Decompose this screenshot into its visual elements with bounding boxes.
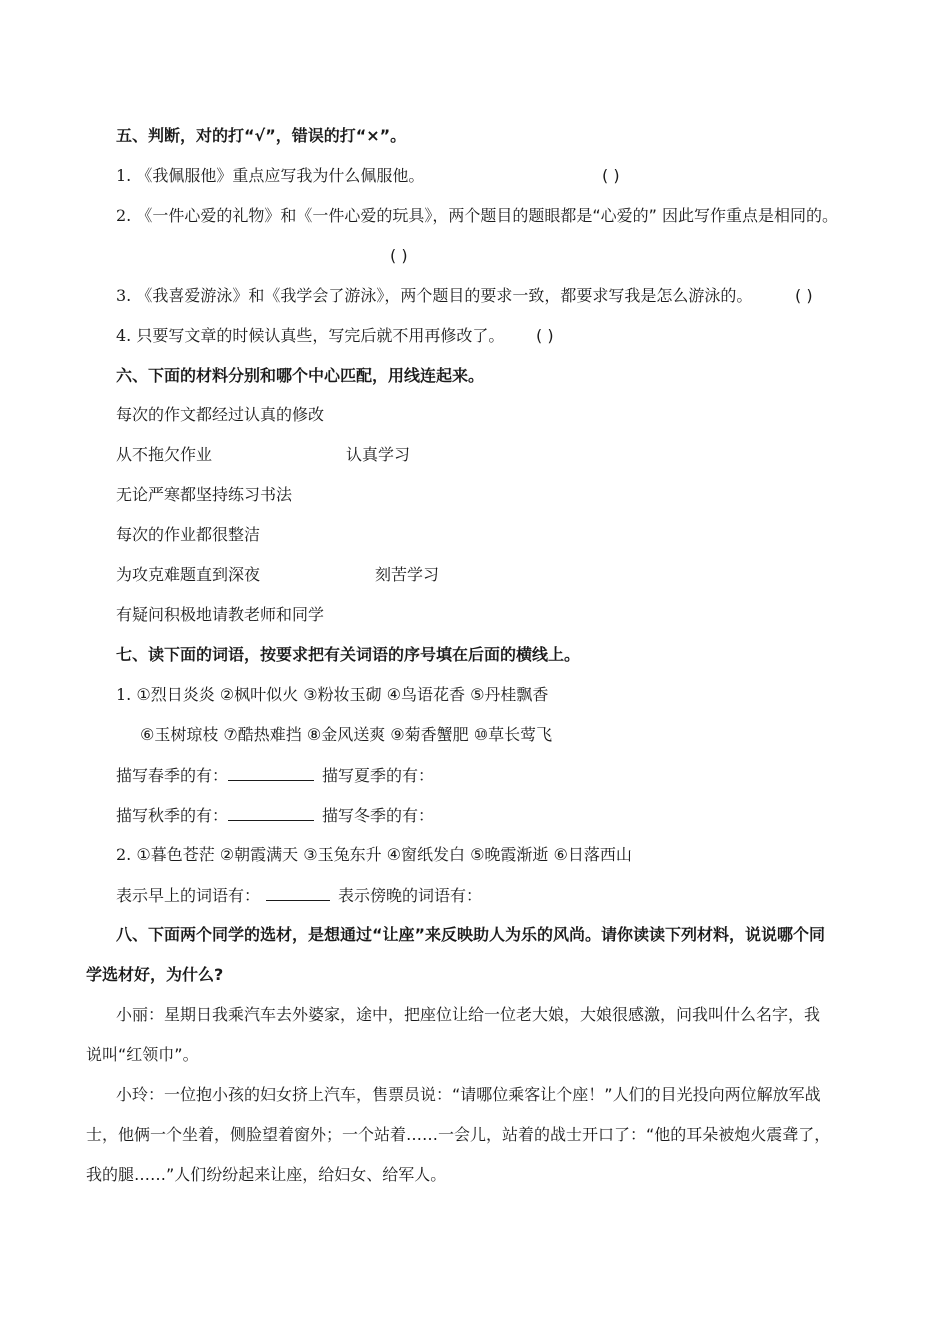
answer-paren-4[interactable]: ( ) bbox=[536, 326, 554, 345]
word-list-2 bbox=[116, 844, 632, 866]
autumn-label: 描写秋季的有： bbox=[116, 806, 229, 825]
answer-paren-3[interactable]: ( ) bbox=[795, 286, 813, 305]
center-item[interactable]: 刻苦学习 bbox=[375, 565, 440, 584]
material-item[interactable]: 为攻克难题直到深夜 bbox=[116, 565, 261, 584]
xiaoli-passage-cont: 说叫“红领巾”。 bbox=[86, 1045, 199, 1064]
judge-item-3 bbox=[116, 285, 752, 307]
judge-item-1 bbox=[116, 165, 424, 187]
word-list-1-line-2: ⑥玉树琼枝 ⑦酷热难挡 ⑧金风送爽 ⑨菊香蟹肥 ⑩草长莺飞 bbox=[140, 725, 553, 744]
xiaoling-passage-end: 我的腿……”人们纷纷起来让座，给妇女、给军人。 bbox=[86, 1165, 447, 1184]
time-row bbox=[116, 884, 482, 907]
answer-paren-1[interactable]: ( ) bbox=[602, 166, 620, 185]
winter-label: 描写冬季的有： bbox=[322, 806, 435, 825]
material-item[interactable]: 每次的作业都很整洁 bbox=[116, 525, 261, 544]
judge-item-2 bbox=[116, 205, 838, 227]
judge-item-4 bbox=[116, 325, 504, 347]
item-number: 3. bbox=[116, 286, 132, 305]
word-list-text: ①烈日炎炎 ②枫叶似火 ③粉妆玉砌 ④鸟语花香 ⑤丹桂飘香 bbox=[136, 685, 549, 704]
xiaoli-passage: 小丽：星期日我乘汽车去外婆家，途中，把座位让给一位老大娘，大娘很感激，问我叫什么名字，我 bbox=[116, 1005, 821, 1024]
section-8-heading-cont: 学选材好，为什么? bbox=[86, 965, 224, 984]
section-8-heading: 八、下面两个同学的选材，是想通过“让座”来反映助人为乐的风尚。请你读读下列材料，说说哪个同 bbox=[116, 925, 826, 944]
material-item[interactable]: 每次的作文都经过认真的修改 bbox=[116, 405, 325, 424]
item-text: 只要写文章的时候认真些，写完后就不用再修改了。 bbox=[136, 326, 505, 345]
spring-label: 描写春季的有： bbox=[116, 766, 229, 785]
material-item[interactable]: 从不拖欠作业 bbox=[116, 445, 213, 464]
word-list-text: ①暮色苍茫 ②朝霞满天 ③玉兔东升 ④窗纸发白 ⑤晚霞渐逝 ⑥日落西山 bbox=[136, 845, 632, 864]
evening-label: 表示傍晚的词语有： bbox=[338, 886, 483, 905]
section-6-heading: 六、下面的材料分别和哪个中心匹配，用线连起来。 bbox=[116, 366, 485, 385]
section-5-heading: 五、判断，对的打“√”，错误的打“×”。 bbox=[116, 126, 407, 145]
item-number: 1. bbox=[116, 166, 132, 185]
item-number: 2. bbox=[116, 845, 132, 864]
morning-label: 表示早上的词语有： bbox=[116, 886, 261, 905]
material-item[interactable]: 有疑问积极地请教老师和同学 bbox=[116, 605, 325, 624]
autumn-blank[interactable] bbox=[228, 804, 314, 821]
item-text: 《一件心爱的礼物》和《一件心爱的玩具》，两个题目的题眼都是“心爱的” 因此写作重点是相同的。 bbox=[136, 206, 839, 225]
answer-paren-2[interactable]: ( ) bbox=[390, 246, 408, 265]
material-item[interactable]: 无论严寒都坚持练习书法 bbox=[116, 485, 293, 504]
xiaoling-passage: 小玲：一位抱小孩的妇女挤上汽车，售票员说：“请哪位乘客让个座！”人们的目光投向两位解放军战 bbox=[116, 1085, 821, 1104]
item-text: 《我佩服他》重点应写我为什么佩服他。 bbox=[136, 166, 425, 185]
season-row-1 bbox=[116, 764, 434, 787]
item-number: 2. bbox=[116, 206, 132, 225]
spring-blank[interactable] bbox=[228, 764, 314, 781]
center-item[interactable]: 认真学习 bbox=[346, 445, 411, 464]
morning-blank[interactable] bbox=[266, 884, 330, 901]
word-list-1-line-1 bbox=[116, 684, 548, 706]
season-row-2 bbox=[116, 804, 434, 827]
section-7-heading: 七、读下面的词语，按要求把有关词语的序号填在后面的横线上。 bbox=[116, 645, 581, 664]
summer-label: 描写夏季的有： bbox=[322, 766, 435, 785]
item-number: 4. bbox=[116, 326, 132, 345]
item-number: 1. bbox=[116, 685, 132, 704]
xiaoling-passage-cont: 士，他俩一个坐着，侧脸望着窗外；一个站着……一会儿，站着的战士开口了：“他的耳朵被炮火震聋了， bbox=[86, 1125, 831, 1144]
item-text: 《我喜爱游泳》和《我学会了游泳》，两个题目的要求一致，都要求写我是怎么游泳的。 bbox=[136, 286, 753, 305]
